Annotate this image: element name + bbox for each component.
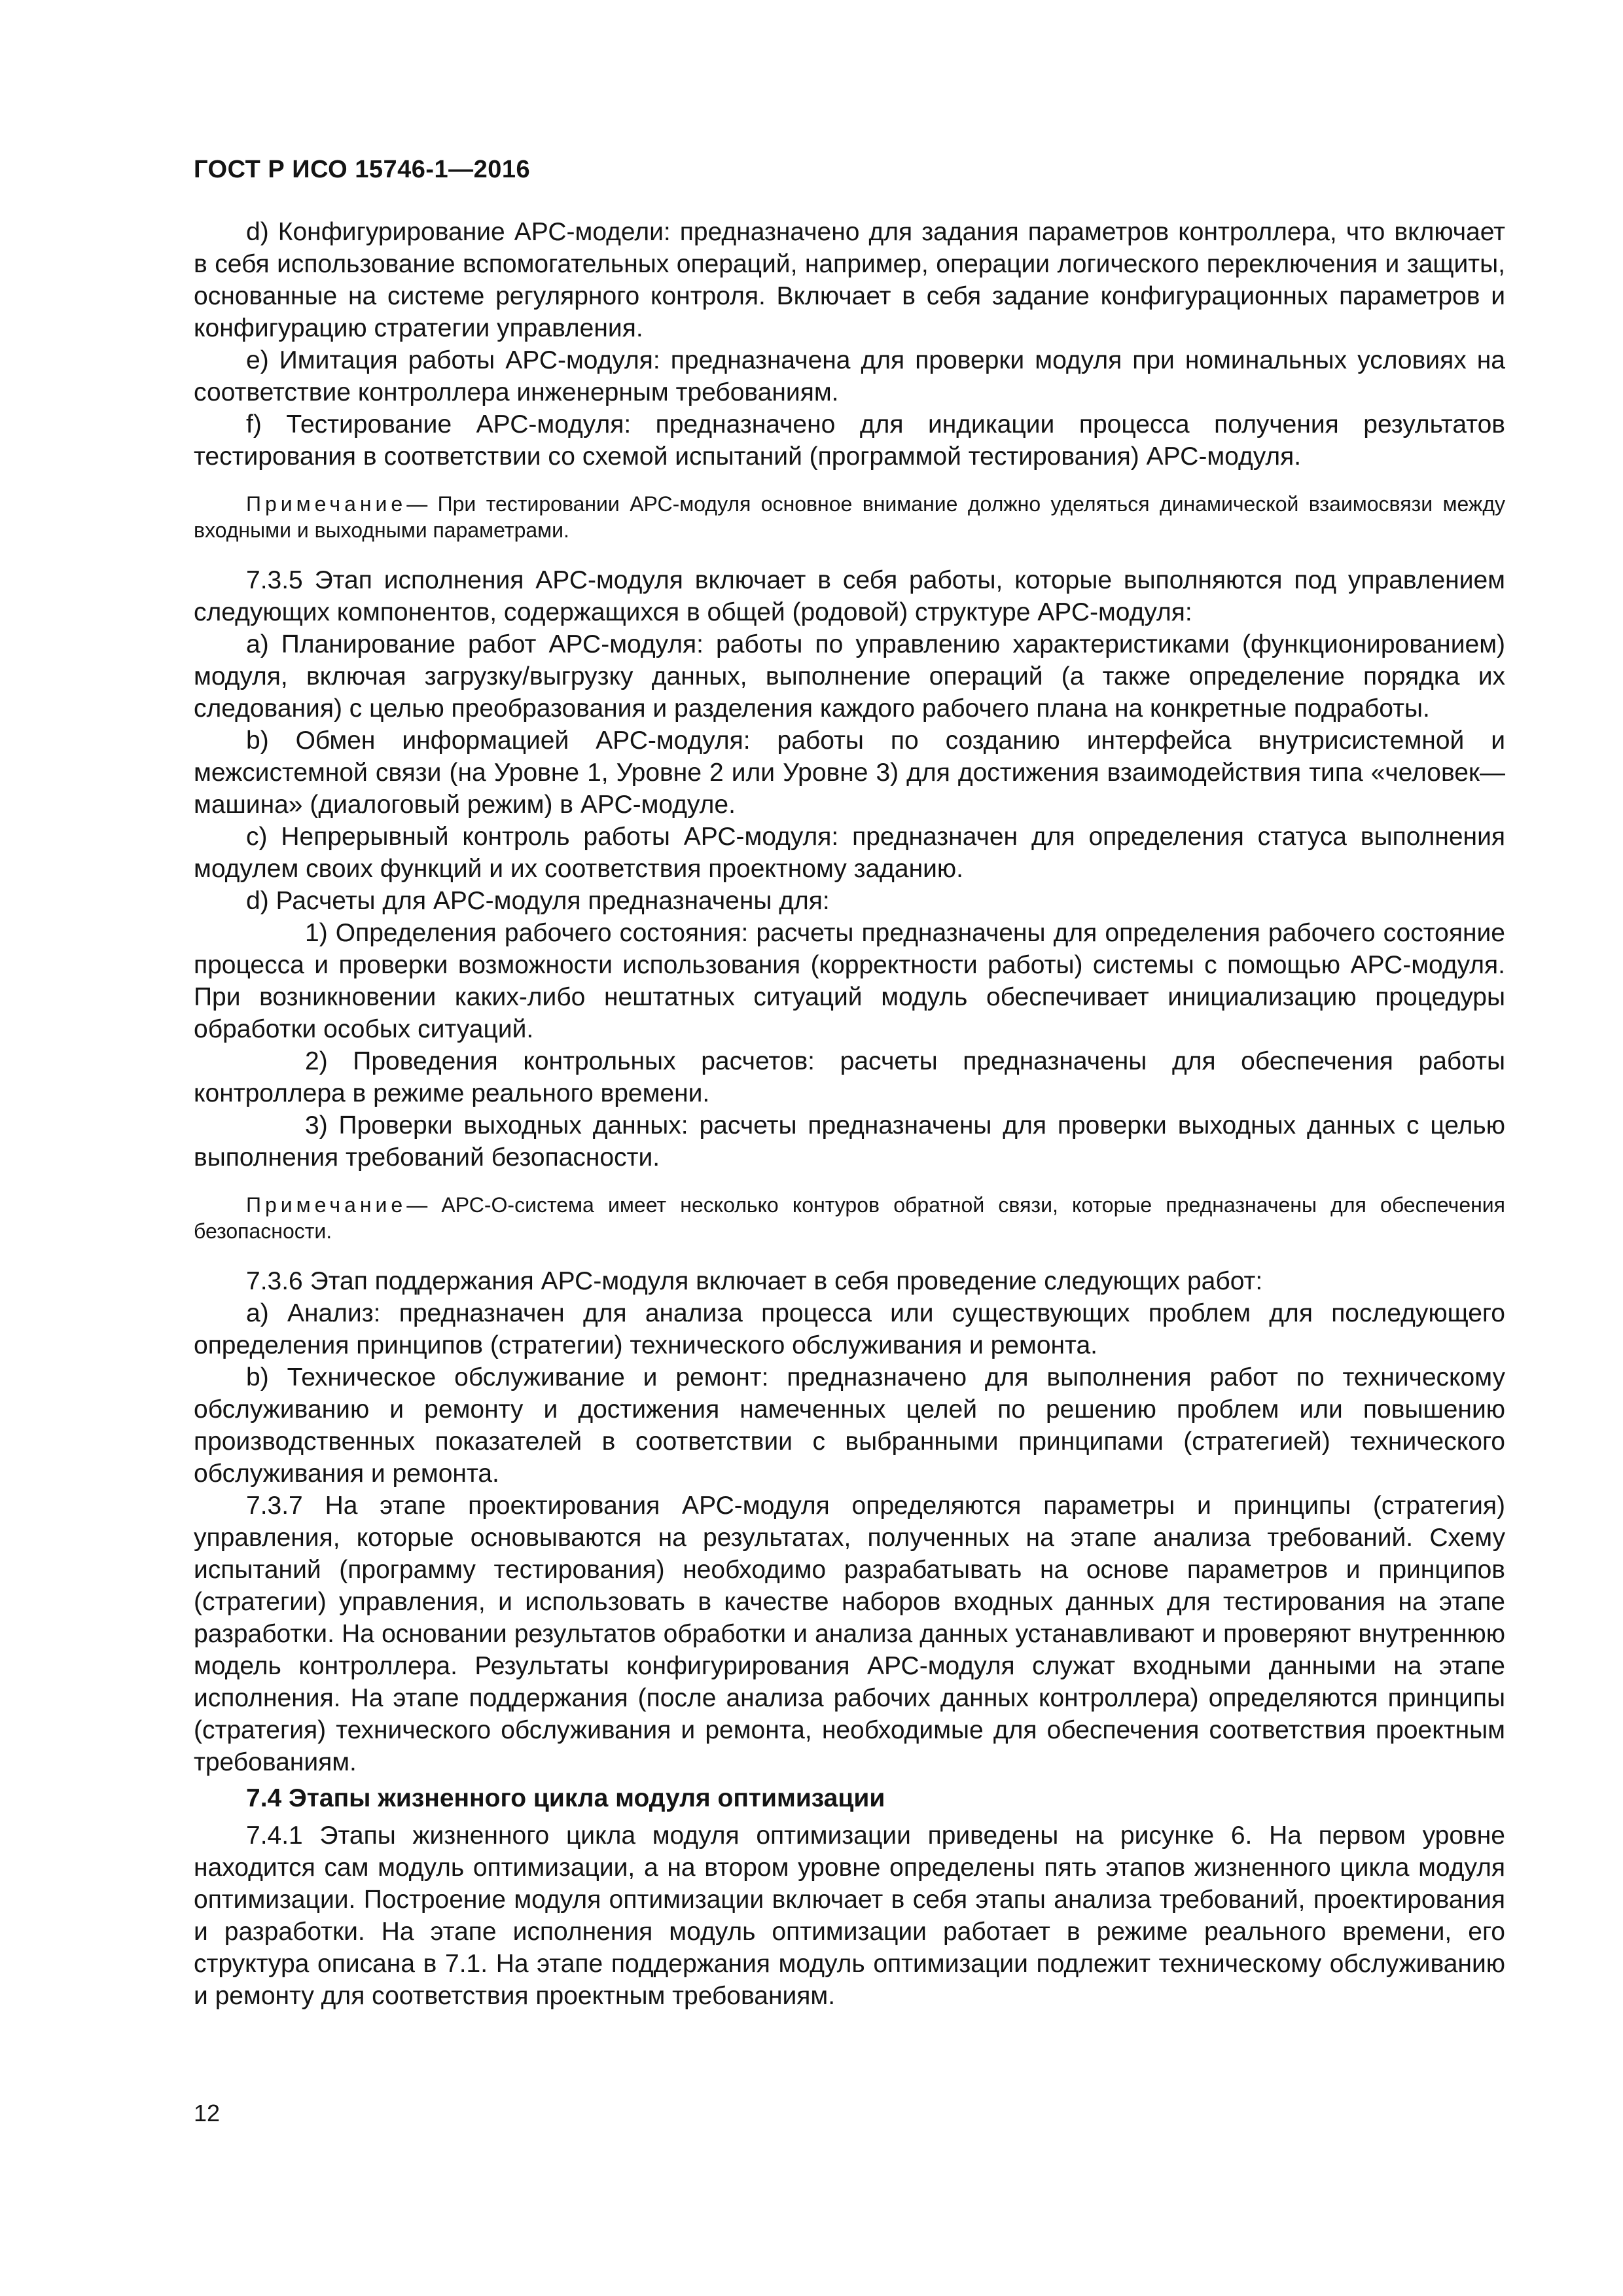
- page-number: 12: [194, 2100, 221, 2126]
- note-text: — АРС-О-система имеет несколько контуров обратной связи, которые предназначены для обеспечения безопасности.: [194, 1193, 1505, 1243]
- body-paragraph: f) Тестирование АРС-модуля: предназначено для индикации процесса получения результатов тестирования в соответствии со схемой испытаний (программой тестирования) АРС-модуля.: [194, 410, 1505, 471]
- body-paragraph: a) Планирование работ АРС-модуля: работы по управлению характеристиками (функционированием) модуля, включая загрузку/выгрузку данных, выполнение операций (а также определение порядка их следования) с целью преобразования и разделения каждого рабочего плана на конкретные подработы.: [194, 630, 1505, 723]
- section-heading: 7.4 Этапы жизненного цикла модуля оптимизации: [246, 1784, 885, 1812]
- body-paragraph: d) Конфигурирование АРС-модели: предназначено для задания параметров контроллера, что включает в себя использование вспомогательных операций, например, операции логического переключения и защиты, основанные на системе регулярного контроля. Включает в себя задание конфигурационных параметров и конфигурацию стратегии управления.: [194, 218, 1505, 342]
- body-paragraph: 7.3.6 Этап поддержания АРС-модуля включает в себя проведение следующих работ:: [246, 1267, 1263, 1295]
- document-header: ГОСТ Р ИСО 15746-1—2016: [194, 156, 531, 183]
- body-paragraph: a) Анализ: предназначен для анализа процесса или существующих проблем для последующего определения принципов (стратегии) технического обслуживания и ремонта.: [194, 1299, 1505, 1359]
- body-paragraph: e) Имитация работы АРС-модуля: предназначена для проверки модуля при номинальных условиях на соответствие контроллера инженерным требованиям.: [194, 346, 1505, 406]
- body-paragraph: 7.3.7 На этапе проектирования АРС-модуля определяются параметры и принципы (стратегия) управления, которые основываются на результатах, полученных на этапе анализа требований. Схему испытаний (программу тестирования) необходимо разрабатывать на основе параметров и принципов (стратегии) управления, и использовать в качестве наборов входных данных для тестирования на этапе разработки. На основании результатов обработки и анализа данных устанавливают и проверяют внутреннюю модель контроллера. Результаты конфигурирования АРС-модуля служат входными данными на этапе исполнения. На этапе поддержания (после анализа рабочих данных контроллера) определяются принципы (стратегия) технического обслуживания и ремонта, необходимые для обеспечения соответствия проектным требованиям.: [194, 1492, 1505, 1776]
- subitem-paragraph: 1) Определения рабочего состояния: расчеты предназначены для определения рабочего состояние процесса и проверки возможности использования (корректности работы) системы с помощью АРС-модуля. При возникновении каких-либо нештатных ситуаций модуль обеспечивает инициализацию процедуры обработки особых ситуаций.: [194, 919, 1505, 1043]
- note-text: — При тестировании АРС-модуля основное внимание должно уделяться динамической взаимосвязи между входными и выходными параметрами.: [194, 492, 1505, 542]
- note-label: Примечание: [246, 1193, 407, 1217]
- body-paragraph: 7.4.1 Этапы жизненного цикла модуля оптимизации приведены на рисунке 6. На первом уровне находится сам модуль оптимизации, а на втором уровне определены пять этапов жизненного цикла модуля оптимизации. Построение модуля оптимизации включает в себя этапы анализа требований, проектирования и разработки. На этапе исполнения модуль оптимизации работает в режиме реального времени, его структура описана в 7.1. На этапе поддержания модуль оптимизации подлежит техническому обслуживанию и ремонту для соответствия проектным требованиям.: [194, 1821, 1505, 2010]
- body-paragraph: b) Техническое обслуживание и ремонт: предназначено для выполнения работ по техническому обслуживанию и ремонту и достижения намеченных целей по решению проблем или повышению производственных показателей в соответствии с выбранными принципами (стратегией) технического обслуживания и ремонта.: [194, 1363, 1505, 1488]
- note-paragraph: [194, 1192, 1505, 1244]
- body-paragraph: b) Обмен информацией АРС-модуля: работы по созданию интерфейса внутрисистемной и межсистемной связи (на Уровне 1, Уровне 2 или Уровне 3) для достижения взаимодействия типа «человек—машина» (диалоговый режим) в АРС-модуле.: [194, 726, 1505, 819]
- body-paragraph: 7.3.5 Этап исполнения АРС-модуля включает в себя работы, которые выполняются под управлением следующих компонентов, содержащихся в общей (родовой) структуре АРС-модуля:: [194, 566, 1505, 626]
- body-paragraph: c) Непрерывный контроль работы АРС-модуля: предназначен для определения статуса выполнения модулем своих функций и их соответствия проектному заданию.: [194, 823, 1505, 883]
- note-paragraph: [194, 491, 1505, 543]
- body-paragraph: d) Расчеты для АРС-модуля предназначены для:: [246, 887, 830, 915]
- subitem-paragraph: 2) Проведения контрольных расчетов: расчеты предназначены для обеспечения работы контроллера в режиме реального времени.: [194, 1047, 1505, 1107]
- page-content: [194, 216, 1505, 2012]
- note-label: Примечание: [246, 492, 407, 516]
- subitem-paragraph: 3) Проверки выходных данных: расчеты предназначены для проверки выходных данных с целью выполнения требований безопасности.: [194, 1111, 1505, 1172]
